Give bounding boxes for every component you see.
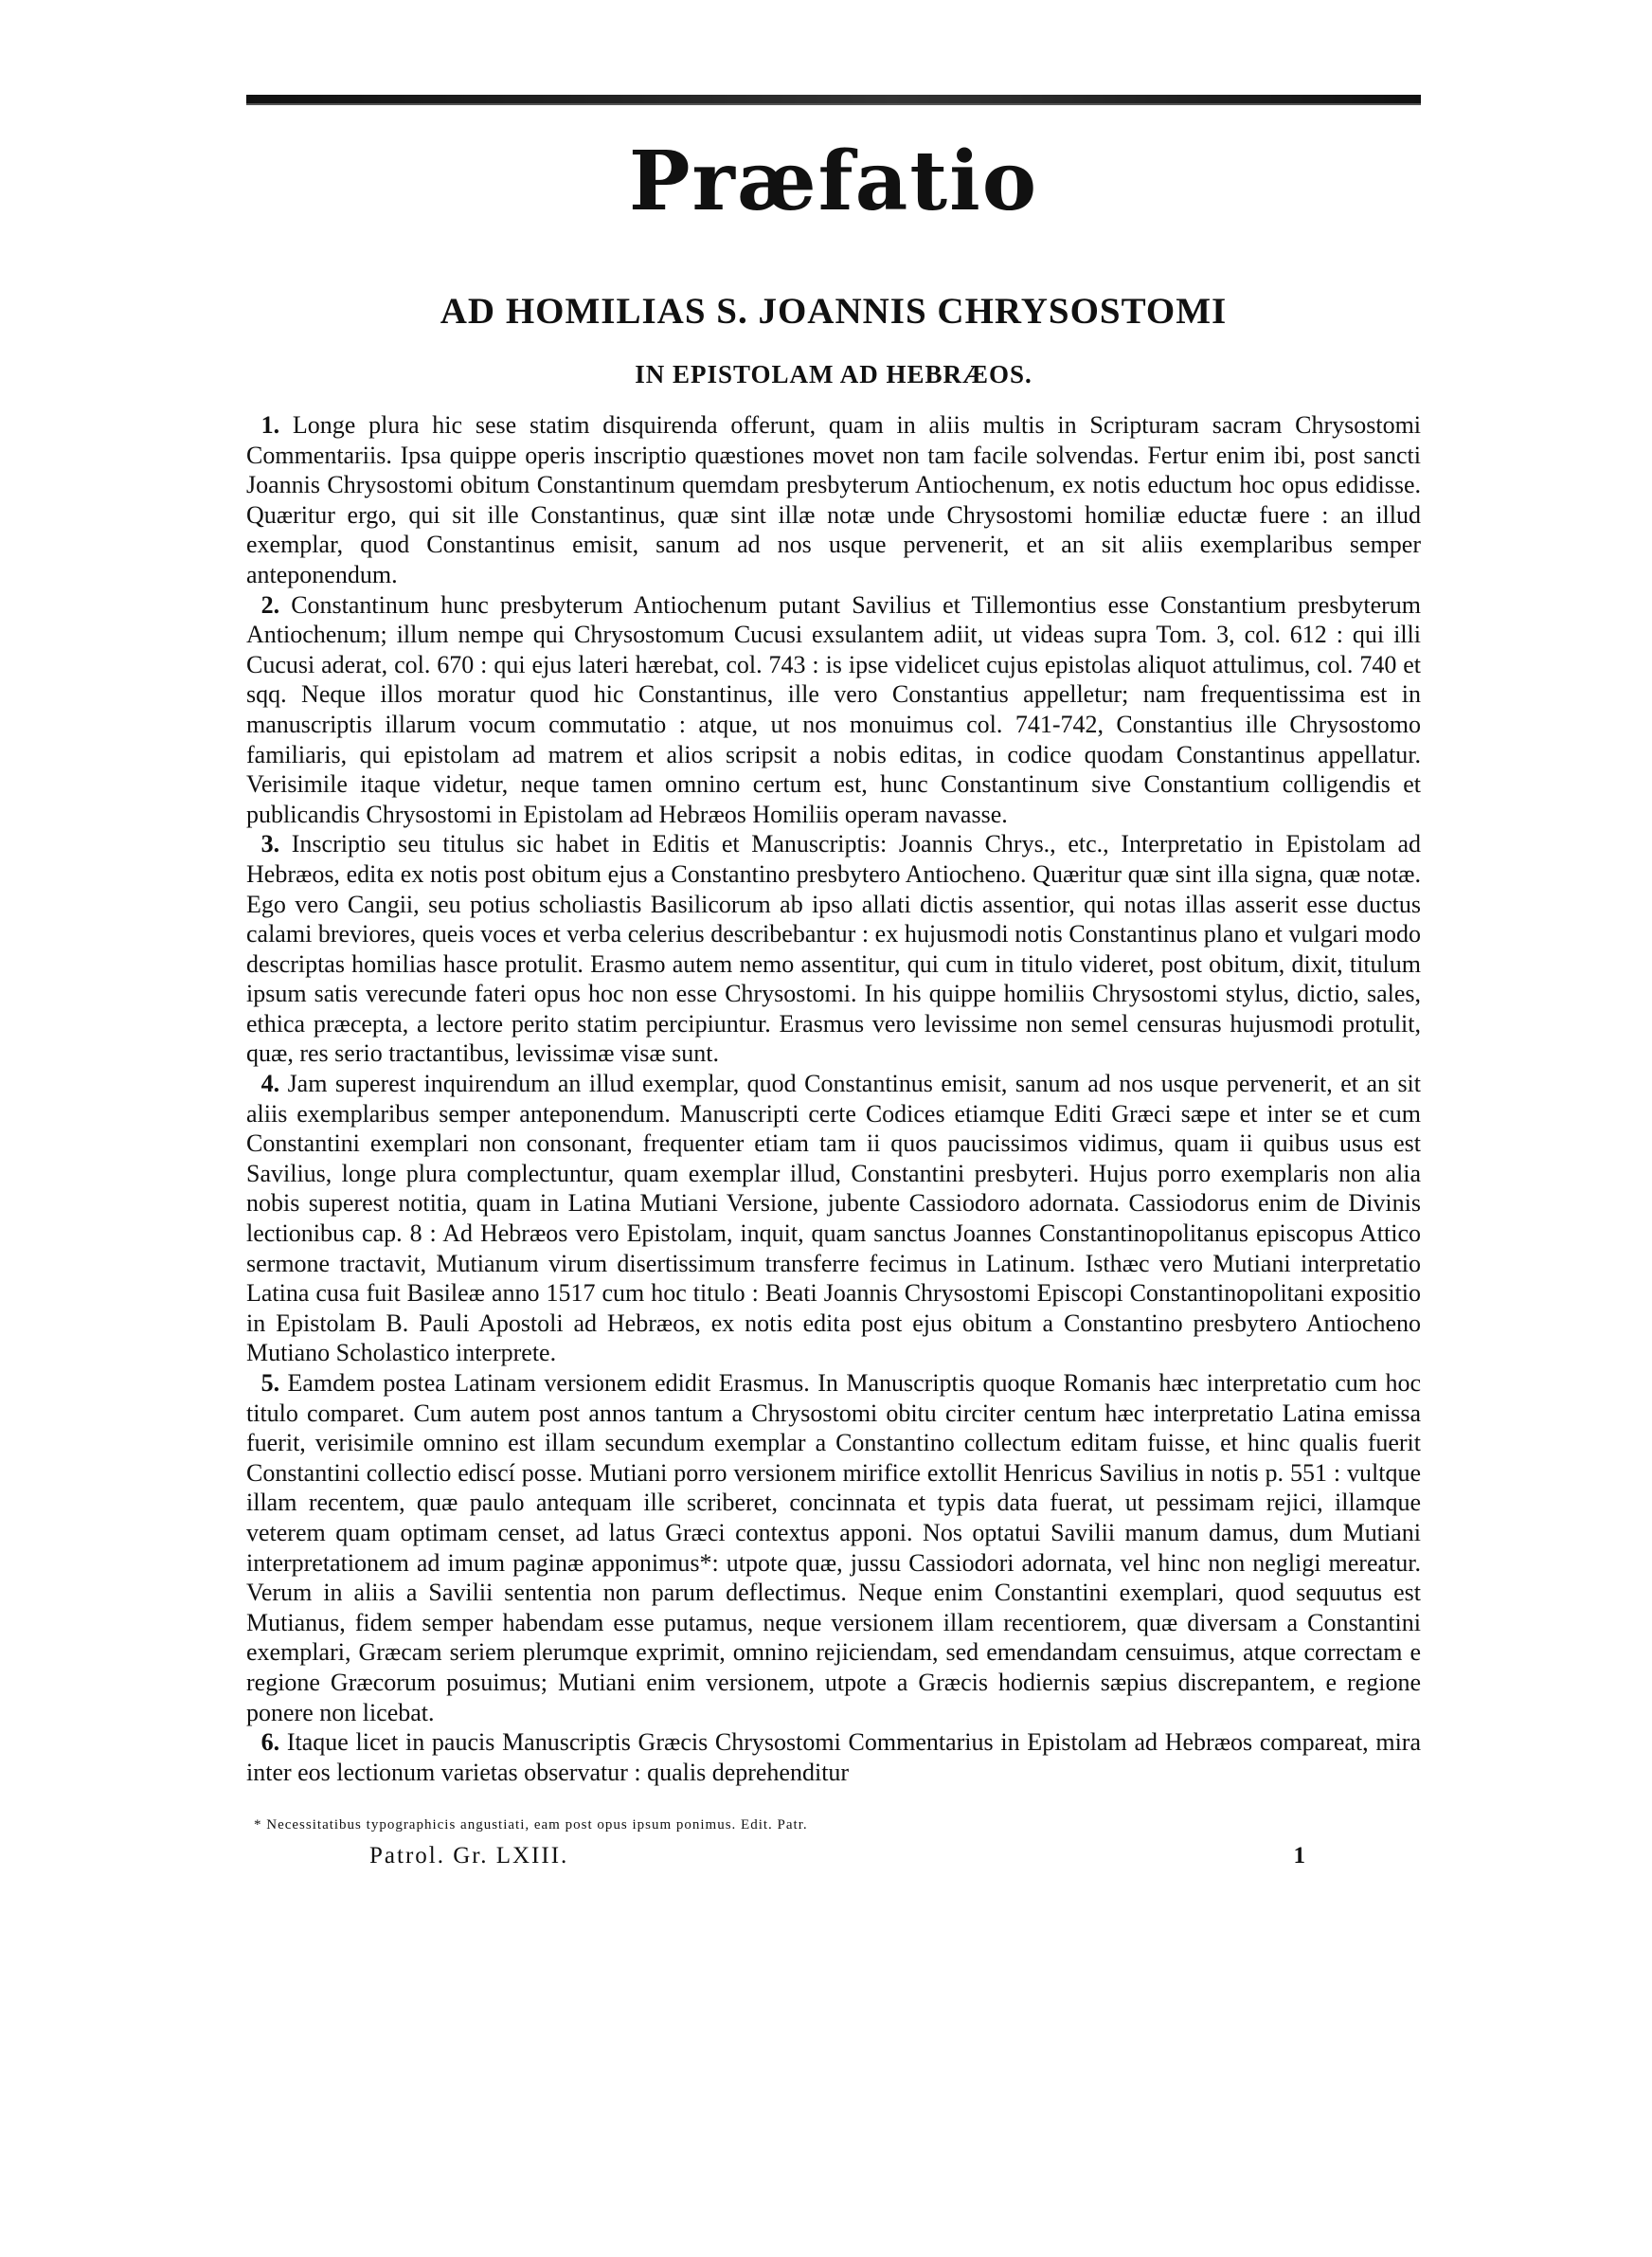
- paragraph-number: 6.: [260, 1728, 280, 1757]
- page-number: 1: [1293, 1843, 1307, 1869]
- paragraph-5: [246, 1368, 1421, 1727]
- paragraph-1: [246, 410, 1421, 590]
- paragraph-text: Longe plura hic sese statim disquirenda offerunt, quam in aliis multis in Scripturam sacram Chrysostomi Commentariis. Ipsa quippe operis inscriptio quæstiones movet non tam facile solvendas. Fertur enim ibi, post sancti Joannis Chrysostomi obitum Constantinum quemdam presbyterum Antiochenum, ex notis eductum hoc opus edidisse. Quæritur ergo, qui sit ille Constantinus, quæ sint illæ notæ unde Chrysostomi homiliæ eductæ fuere : an illud exemplar, quod Constantinus emisit, sanum ad nos usque pervenerit, et an sit aliis exemplaribus semper anteponendum.: [246, 411, 1422, 588]
- footer-signature: Patrol. Gr. LXIII.: [369, 1843, 569, 1869]
- page-subtitle-secondary: IN EPISTOLAM AD HEBRÆOS.: [635, 360, 1032, 388]
- body-text: [246, 410, 1421, 1787]
- paragraph-text: Eamdem postea Latinam versionem edidit Erasmus. In Manuscriptis quoque Romanis hæc interpretatio cum hoc titulo comparet. Cum autem post annos tantum a Chrysostomi obitu circiter centum hæc interpretatio Latina emissa fuerit, verisimile omnino est illam secundum exemplar a Constantino collectum editam fuisse, et hinc qualis fuerit Constantini collectio ediscí posse. Mutiani porro versionem mirifice extollit Henricus Savilius in notis p. 551 : vultque illam recentem, quæ paulo antequam ille scriberet, concinnata et typis data fuerat, ut pessimam rejici, illamque veterem quam optimam censet, ad latus Græci contextus apponi. Nos optatui Savilii manum damus, dum Mutiani interpretationem ad imum paginæ apponimus*: utpote quæ, jussu Cassiodori adornata, vel hinc non negligi mereatur. Verum in aliis a Savilii sententia non parum deflectimus. Neque enim Constantini exemplari, quod sequutus est Mutianus, fidem semper habendam esse putamus, neque versionem illam recentiorem, quæ diversam a Constantini exemplari, Græcam seriem plerumque exprimit, omnino rejiciendam, sed emendandam censuimus, atque correctam e regione Græcorum posuimus; Mutiani enim versionem, utpote a Græcis hodiernis sæpius discrepantem, e regione ponere non licebat.: [246, 1369, 1422, 1726]
- paragraph-2: [246, 590, 1421, 830]
- page-footer: [246, 1843, 1421, 1875]
- paragraph-text: Inscriptio seu titulus sic habet in Editis et Manuscriptis: Joannis Chrys., etc., Interpretatio in Epistolam ad Hebræos, edita ex notis post obitum ejus a Constantino presbytero Antiocheno. Quæritur quæ sint illa signa, quæ notæ. Ego vero Cangii, seu potius scholiastis Basilicorum ab ipso allati dictis assentior, qui notas illas asserit esse ductus calami breviores, queis voces et verba celerius describebantur : ex hujusmodi notis Constantinus plano et vulgari modo descriptas homilias hasce protulit. Erasmo autem nemo assentitur, qui cum in titulo videret, post obitum, dixit, titulum ipsum satis verecunde fateri opus hoc non esse Chrysostomi. In his quippe homiliis Chrysostomi stylus, dictio, sales, ethica præcepta, a lectore perito statim percipiuntur. Erasmus vero levissime non semel censuras hujusmodi protulit, quæ, res serio tractantibus, levissimæ visæ sunt.: [246, 830, 1421, 1068]
- page: [246, 95, 1421, 1875]
- paragraph-number: 2.: [260, 590, 280, 619]
- paragraph-text: Jam superest inquirendum an illud exemplar, quod Constantinus emisit, sanum ad nos usque pervenerit, et an sit aliis exemplaribus semper anteponendum. Manuscripti certe Codices etiamque Editi Græci sæpe et inter se et cum Constantini exemplari non consonant, frequenter etiam tam ii quos paucissimos vidimus, quam ii quibus usus est Savilius, longe plura complectuntur, quam exemplar illud, Constantini presbyteri. Hujus porro exemplaris non alia nobis superest notitia, quam in Latina Mutiani Versione, jubente Cassiodoro adornata. Cassiodorus enim de Divinis lectionibus cap. 8 : Ad Hebræos vero Epistolam, inquit, quam sanctus Joannes Constantinopolitanus episcopus Attico sermone tractavit, Mutianum virum disertissimum transferre fecimus in Latinum. Isthæc vero Mutiani interpretatio Latina cusa fuit Basileæ anno 1517 cum hoc titulo : Beati Joannis Chrysostomi Episcopi Constantinopolitani expositio in Epistolam B. Pauli Apostoli ad Hebræos, ex notis edita post ejus obitum a Constantino presbytero Antiocheno Mutiano Scholastico interprete.: [246, 1070, 1422, 1367]
- paragraph-6: [246, 1727, 1421, 1787]
- page-subtitle: AD HOMILIAS S. JOANNIS CHRYSOSTOMI: [440, 291, 1228, 332]
- paragraph-number: 5.: [260, 1369, 280, 1397]
- paragraph-number: 1.: [260, 411, 280, 439]
- header-rule: [246, 95, 1421, 105]
- footnote: * Necessitatibus typographicis angustiati, eam post opus ipsum ponimus. Edit. Patr.: [254, 1817, 808, 1833]
- paragraph-number: 3.: [260, 830, 280, 858]
- page-title: Præfatio: [628, 134, 1039, 229]
- paragraph-4: [246, 1069, 1421, 1368]
- paragraph-text: Itaque licet in paucis Manuscriptis Græcis Chrysostomi Commentarius in Epistolam ad Hebræos compareat, mira inter eos lectionum varietas observatur : qualis deprehenditur: [246, 1728, 1422, 1786]
- paragraph-number: 4.: [260, 1070, 280, 1098]
- paragraph-text: Constantinum hunc presbyterum Antiochenum putant Savilius et Tillemontius esse Constantium presbyterum Antiochenum; illum nempe qui Chrysostomum Cucusi exsulantem adiit, ut videas supra Tom. 3, col. 612 : qui illi Cucusi aderat, col. 670 : qui ejus lateri hærebat, col. 743 : is ipse videlicet cujus epistolas aliquot attulimus, col. 740 et sqq. Neque illos moratur quod hic Constantinus, ille vero Constantius appelletur; nam frequentissima est in manuscriptis illarum vocum commutatio : atque, ut nos monuimus col. 741-742, Constantius ille Chrysostomo familiaris, qui epistolam ad matrem et alios scripsit a nobis editas, in codice quodam Constantinus appellatur. Verisimile itaque videtur, neque tamen omnino certum est, hunc Constantinum sive Constantium colligendis et publicandis Chrysostomi in Epistolam ad Hebræos Homiliis operam navasse.: [246, 590, 1421, 828]
- paragraph-3: [246, 829, 1421, 1069]
